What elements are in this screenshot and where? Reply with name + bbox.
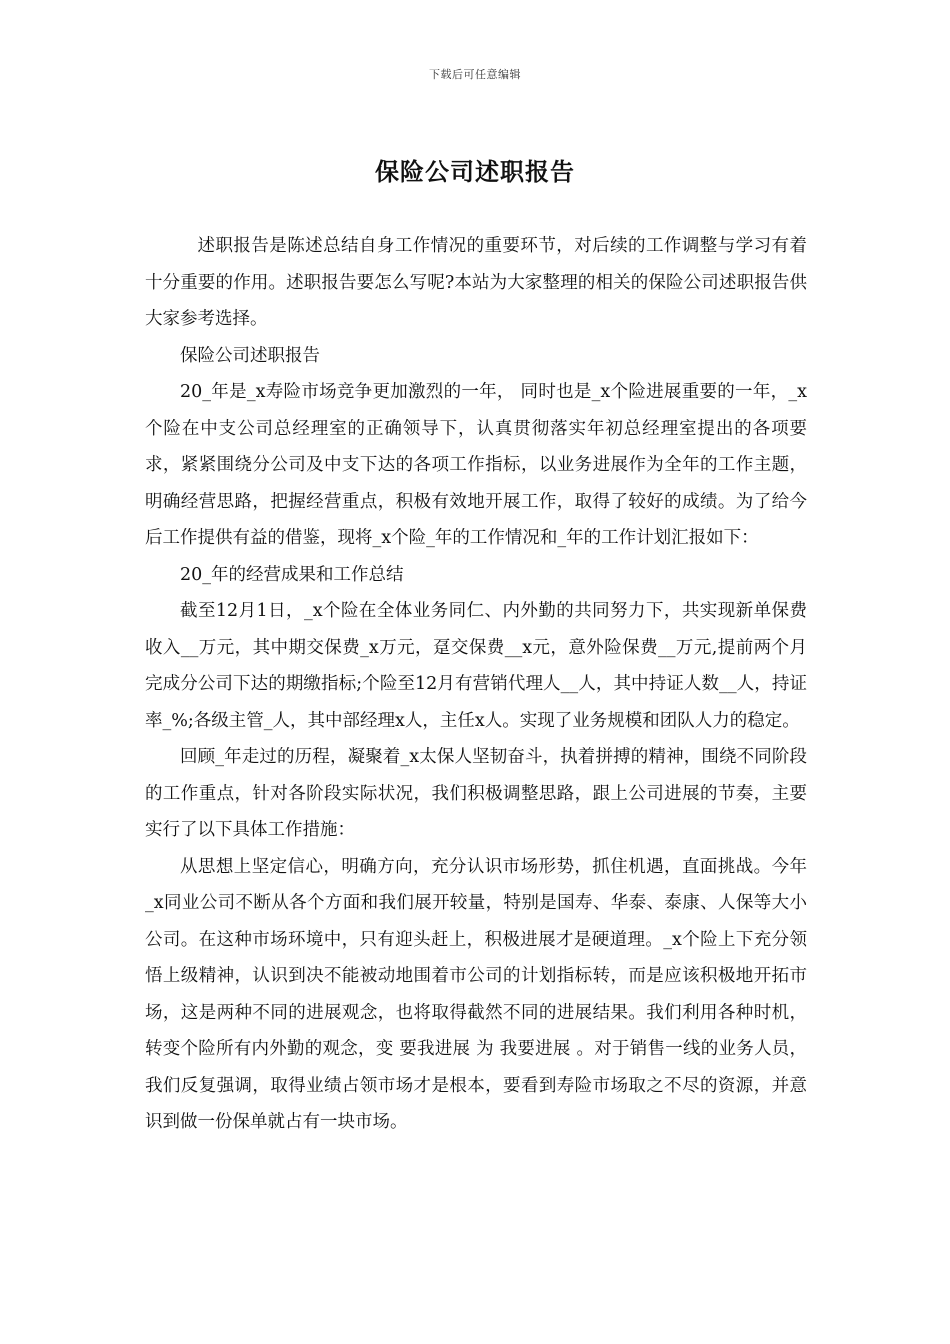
paragraph-report-heading: 保险公司述职报告 <box>180 345 320 366</box>
document-title: 保险公司述职报告 <box>375 157 575 186</box>
paragraph-review: 回顾_年走过的历程，凝聚着_x太保人坚韧奋斗，执着拼搏的精神，围绕不同阶段的工作重点，针对各阶段实际状况，我们积极调整思路，跟上公司进展的节奏，主要实行了以下具体工作措施： <box>145 747 807 840</box>
paragraph-intro: 述职报告是陈述总结自身工作情况的重要环节，对后续的工作调整与学习有着十分重要的作用。述职报告要怎么写呢?本站为大家整理的相关的保险公司述职报告供大家参考选择。 <box>145 236 807 329</box>
document-body <box>145 228 807 1141</box>
paragraph-overview: 20_年是_x寿险市场竞争更加激烈的一年， 同时也是_x个险进展重要的一年，_x个险在中支公司总经理室的正确领导下，认真贯彻落实年初总经理室提出的各项要求，紧紧围绕分公司及中支下达的各项工作指标，以业务进展作为全年的工作主题，明确经营思路，把握经营重点，积极有效地开展工作，取得了较好的成绩。为了给今后工作提供有益的借鉴，现将_x个险_年的工作情况和_年的工作计划汇报如下： <box>145 382 807 548</box>
paragraph-results: 截至12月1日，_x个险在全体业务同仁、内外勤的共同努力下，共实现新单保费收入__万元，其中期交保费_x万元，趸交保费__x元，意外险保费__万元,提前两个月完成分公司下达的期缴指标;个险至12月有营销代理人__人，其中持证人数__人，持证率_%;各级主管_人，其中部经理x人，主任x人。实现了业务规模和团队人力的稳定。 <box>145 601 807 731</box>
paragraph-section-heading: 20_年的经营成果和工作总结 <box>180 564 404 585</box>
header-note: 下载后可任意编辑 <box>429 68 521 81</box>
paragraph-measures: 从思想上坚定信心，明确方向，充分认识市场形势，抓住机遇，直面挑战。今年_x同业公司不断从各个方面和我们展开较量，特别是国寿、华泰、泰康、人保等大小公司。在这种市场环境中，只有迎头赶上，积极进展才是硬道理。_x个险上下充分领悟上级精神，认识到决不能被动地围着市公司的计划指标转，而是应该积极地开拓市场，这是两种不同的进展观念，也将取得截然不同的进展结果。我们利用各种时机，转变个险所有内外勤的观念，变 要我进展 为 我要进展 。对于销售一线的业务人员，我们反复强调，取得业绩占领市场才是根本，要看到寿险市场取之不尽的资源，并意识到做一份保单就占有一块市场。 <box>145 856 807 1132</box>
